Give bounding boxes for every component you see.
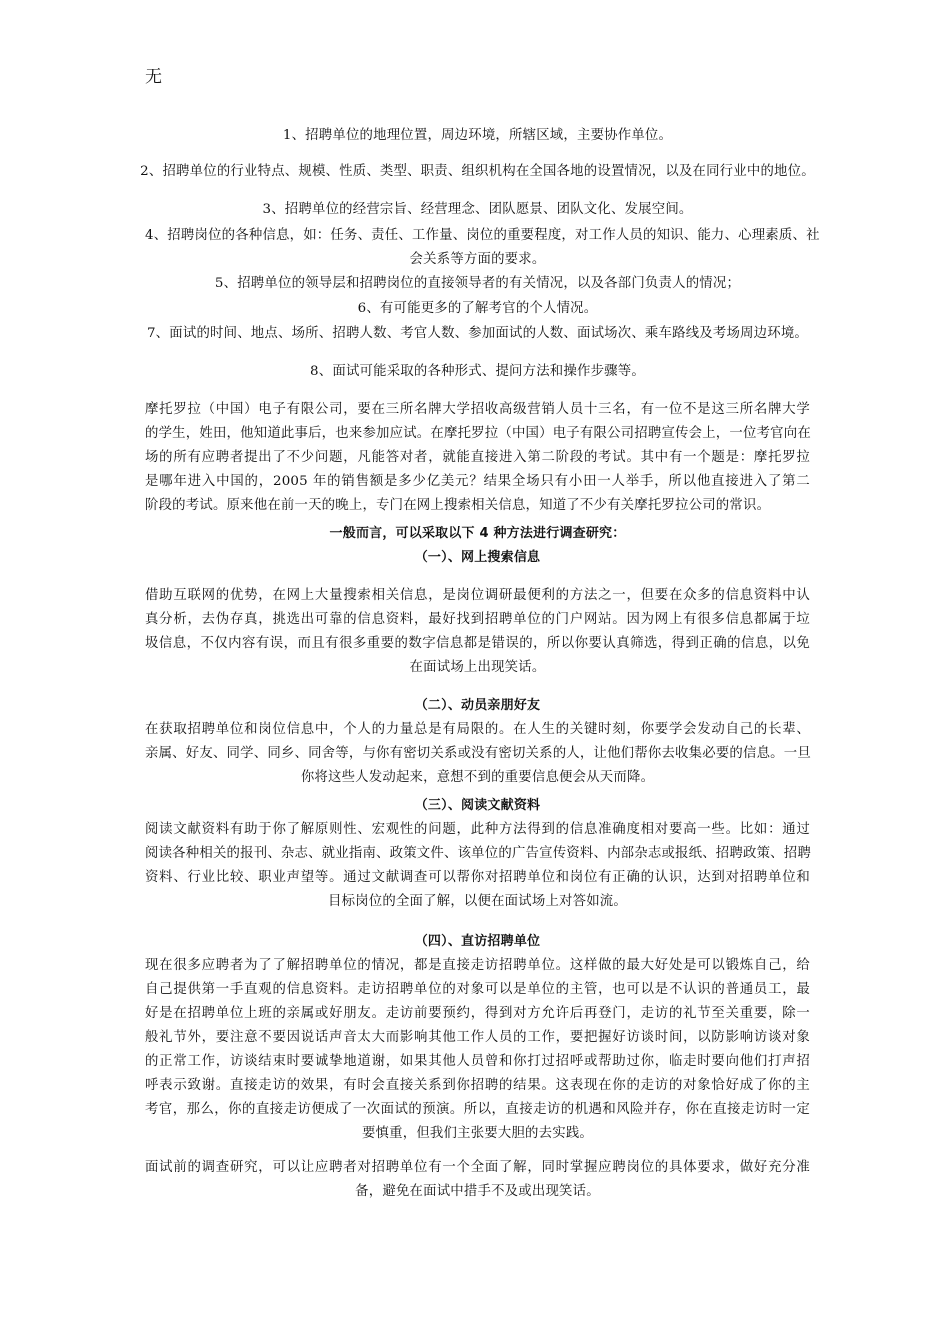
method-2-paragraph: 在获取招聘单位和岗位信息中，个人的力量总是有局限的。在人生的关键时刻，你要学会发动自己的长辈、 亲属、好友、同学、同乡、同舍等，与你有密切关系或没有密切关系的人，让他们帮你去收集必要的信息。一旦 你将这些人发动起来，意想不到的重要信息便会从天而降。	[145, 722, 811, 785]
method-1-heading: （一）、网上搜索信息	[414, 550, 541, 565]
prep-item-5: 5、招聘单位的领导层和招聘岗位的直接领导者的有关情况，以及各部门负责人的情况；	[214, 276, 741, 291]
story-paragraph: 摩托罗拉（中国）电子有限公司，要在三所名牌大学招收高级营销人员十三名，有一位不是这三所名牌大学 的学生，姓田，他知道此事后，也来参加应试。在摩托罗拉（中国）电子有限公司招聘宣传会上，一位考官向在 场的所有应聘者提出了不少问题，凡能答对者，就能直接进入第二阶段的考试。其中有一个题是：摩托罗拉 是哪年进入中国的，2005 年的销售额是多少亿美元？结果全场只有小田一人举手，所以他直接进入了第二 阶段的考试。原来他在前一天的晚上，专门在网上搜索相关信息，知道了不少有关摩托罗拉公司的常识。	[145, 402, 811, 513]
prep-item-4: 4、招聘岗位的各种信息，如：任务、责任、工作量、岗位的重要程度，对工作人员的知识、能力、心理素质、社 会关系等方面的要求。	[145, 228, 820, 267]
prep-item-6: 6、有可能更多的了解考官的个人情况。	[357, 301, 598, 316]
prep-item-8: 8、面试可能采取的各种形式、提问方法和操作步骤等。	[310, 364, 645, 379]
method-1-paragraph: 借助互联网的优势，在网上大量搜索相关信息，是岗位调研最便利的方法之一，但要在众多的信息资料中认 真分析，去伪存真，挑选出可靠的信息资料，最好找到招聘单位的门户网站。因为网上有很多信息都属于垃 圾信息，不仅内容有误，而且有很多重要的数字信息都是错误的，所以你要认真筛选，得到正确的信息，以免 在面试场上出现笑话。	[145, 588, 810, 675]
method-2-heading: （二）、动员亲朋好友	[414, 698, 541, 713]
header-char: 无	[145, 67, 162, 87]
conclusion-paragraph: 面试前的调查研究，可以让应聘者对招聘单位有一个全面了解，同时掌握应聘岗位的具体要求，做好充分准 备，避免在面试中措手不及或出现笑话。	[145, 1160, 810, 1199]
method-4-paragraph: 现在很多应聘者为了了解招聘单位的情况，都是直接走访招聘单位。这样做的最大好处是可以锻炼自己，给 自己提供第一手直观的信息资料。走访招聘单位的对象可以是单位的主管，也可以是不认识的普通员工，最 好是在招聘单位上班的亲属或好朋友。走访前要预约，得到对方允许后再登门，走访的礼节至关重要，除一 般礼节外，要注意不要因说话声音太大而影响其他工作人员的工作，要把握好访谈时间，以防影响访谈对象 的正常工作，访谈结束时要诚挚地道谢，如果其他人员曾和你打过招呼或帮助过你，临走时要向他们打声招 呼表示致谢。直接走访的效果，有时会直接关系到你招聘的结果。这表现在你的走访的对象恰好成了你的主 考官，那么，你的直接走访便成了一次面试的预演。所以，直接走访的机遇和风险并存，你在直接走访时一定 要慎重，但我们主张要大胆的去实践。	[145, 958, 810, 1141]
method-3-heading: （三）、阅读文献资料	[414, 798, 541, 813]
prep-item-3: 3、招聘单位的经营宗旨、经营理念、团队愿景、团队文化、发展空间。	[262, 202, 693, 217]
method-4-heading: （四）、直访招聘单位	[414, 934, 541, 949]
prep-item-1: 1、招聘单位的地理位置，周边环境，所辖区域，主要协作单位。	[282, 128, 673, 143]
prep-item-2: 2、招聘单位的行业特点、规模、性质、类型、职责、组织机构在全国各地的设置情况，以及在同行业中的地位。	[140, 164, 815, 179]
methods-intro: 一般而言，可以采取以下 4 种方法进行调查研究：	[329, 526, 626, 541]
prep-item-7: 7、面试的时间、地点、场所、招聘人数、考官人数、参加面试的人数、面试场次、乘车路线及考场周边环境。	[146, 326, 809, 341]
method-3-paragraph: 阅读文献资料有助于你了解原则性、宏观性的问题，此种方法得到的信息准确度相对要高一些。比如：通过 阅读各种相关的报刊、杂志、就业指南、政策文件、该单位的广告宣传资料、内部杂志或报纸、招聘政策、招聘 资料、行业比较、职业声望等。通过文献调查可以帮你对招聘单位和岗位有正确的认识，达到对招聘单位和 目标岗位的全面了解，以便在面试场上对答如流。	[145, 822, 811, 909]
